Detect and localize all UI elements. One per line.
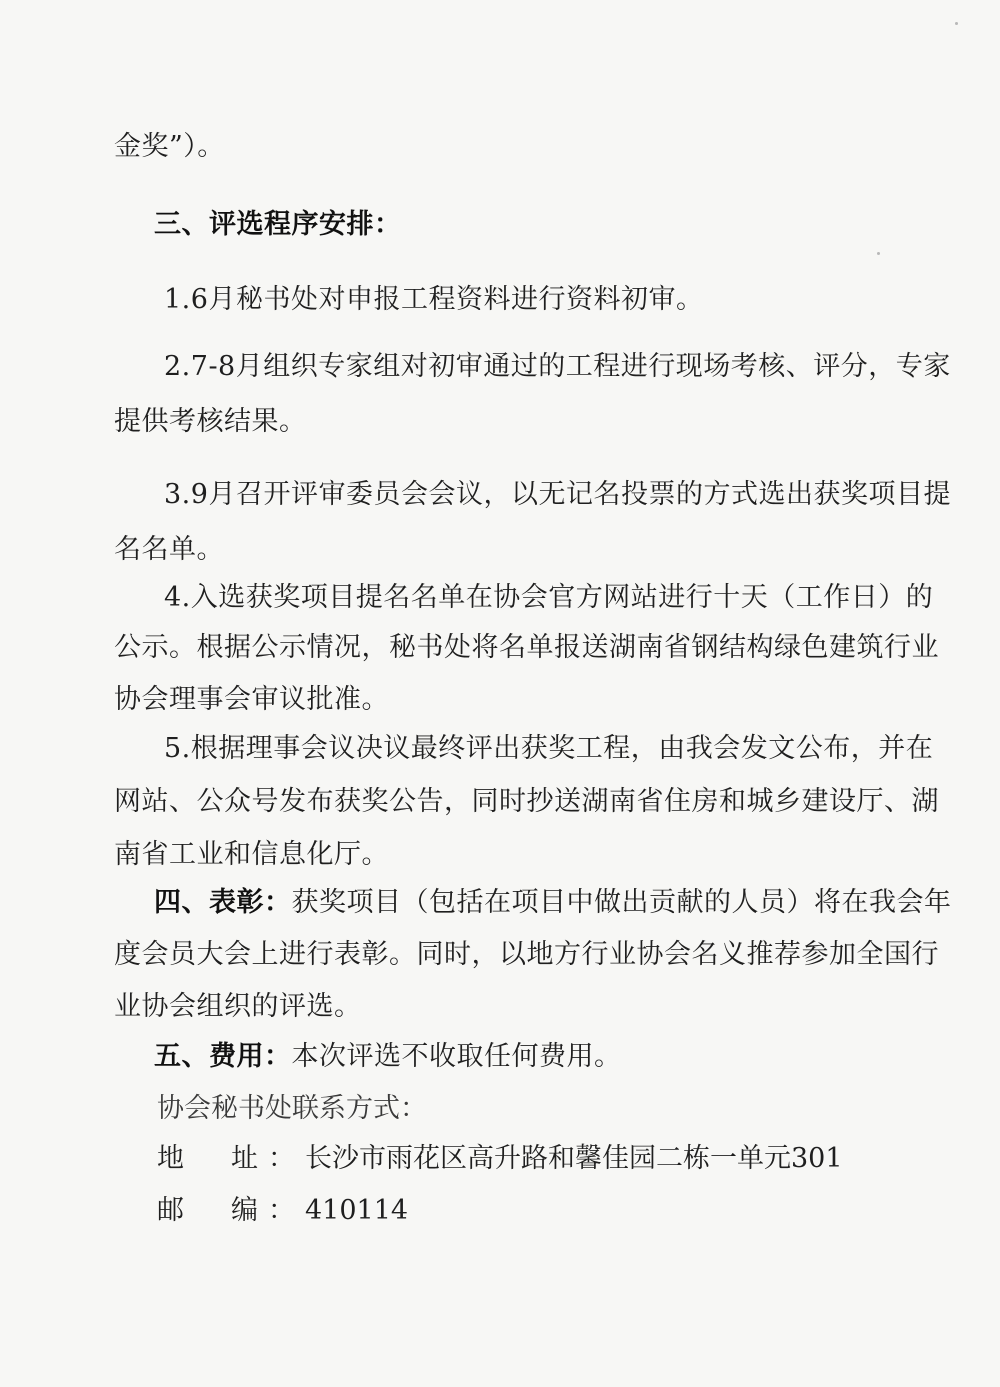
procedure-item-3-line-2: 名名单。 — [114, 534, 224, 565]
procedure-item-2-line-2: 提供考核结果。 — [114, 406, 307, 437]
postcode-value: 410114 — [305, 1195, 409, 1226]
continuation-text: 金奖”）。 — [114, 131, 225, 162]
procedure-item-3-line-1: 3.9月召开评审委员会会议，以无记名投票的方式选出获奖项目提 — [164, 479, 951, 510]
section-4-line-2: 度会员大会上进行表彰。同时，以地方行业协会名义推荐参加全国行 — [114, 939, 939, 970]
scan-speck — [877, 252, 880, 255]
address-label: 地 址： — [157, 1143, 305, 1174]
scan-speck — [955, 22, 958, 25]
procedure-item-5-line-2: 网站、公众号发布获奖公告，同时抄送湖南省住房和城乡建设厅、湖 — [114, 786, 939, 817]
section-5-paragraph — [154, 1040, 622, 1074]
procedure-item-5-line-1: 5.根据理事会议决议最终评出获奖工程，由我会发文公布，并在 — [164, 733, 934, 764]
section-4-paragraph — [154, 886, 952, 920]
contact-postcode — [157, 1194, 408, 1228]
section-4-heading: 四、表彰： — [154, 887, 292, 918]
procedure-item-4-line-1: 4.入选获奖项目提名名单在协会官方网站进行十天（工作日）的 — [164, 582, 934, 613]
contact-title: 协会秘书处联系方式： — [157, 1093, 427, 1124]
section-5-text: 本次评选不收取任何费用。 — [291, 1041, 622, 1072]
postcode-label: 邮 编： — [157, 1195, 305, 1226]
procedure-item-4-line-2: 公示。根据公示情况，秘书处将名单报送湖南省钢结构绿色建筑行业 — [114, 632, 939, 663]
procedure-item-4-line-3: 协会理事会审议批准。 — [114, 684, 389, 715]
procedure-item-5-line-3: 南省工业和信息化厅。 — [114, 839, 389, 870]
section-3-heading: 三、评选程序安排： — [154, 209, 402, 240]
procedure-item-1: 1.6月秘书处对申报工程资料进行资料初审。 — [164, 284, 704, 315]
procedure-item-2-line-1: 2.7-8月组织专家组对初审通过的工程进行现场考核、评分，专家 — [164, 351, 951, 382]
contact-address — [157, 1142, 843, 1176]
section-4-line-3: 业协会组织的评选。 — [114, 991, 362, 1022]
section-4-first-line: 获奖项目（包括在项目中做出贡献的人员）将在我会年 — [291, 887, 952, 918]
section-5-heading: 五、费用： — [154, 1041, 292, 1072]
address-value: 长沙市雨花区高升路和馨佳园二栋一单元301 — [305, 1143, 843, 1174]
